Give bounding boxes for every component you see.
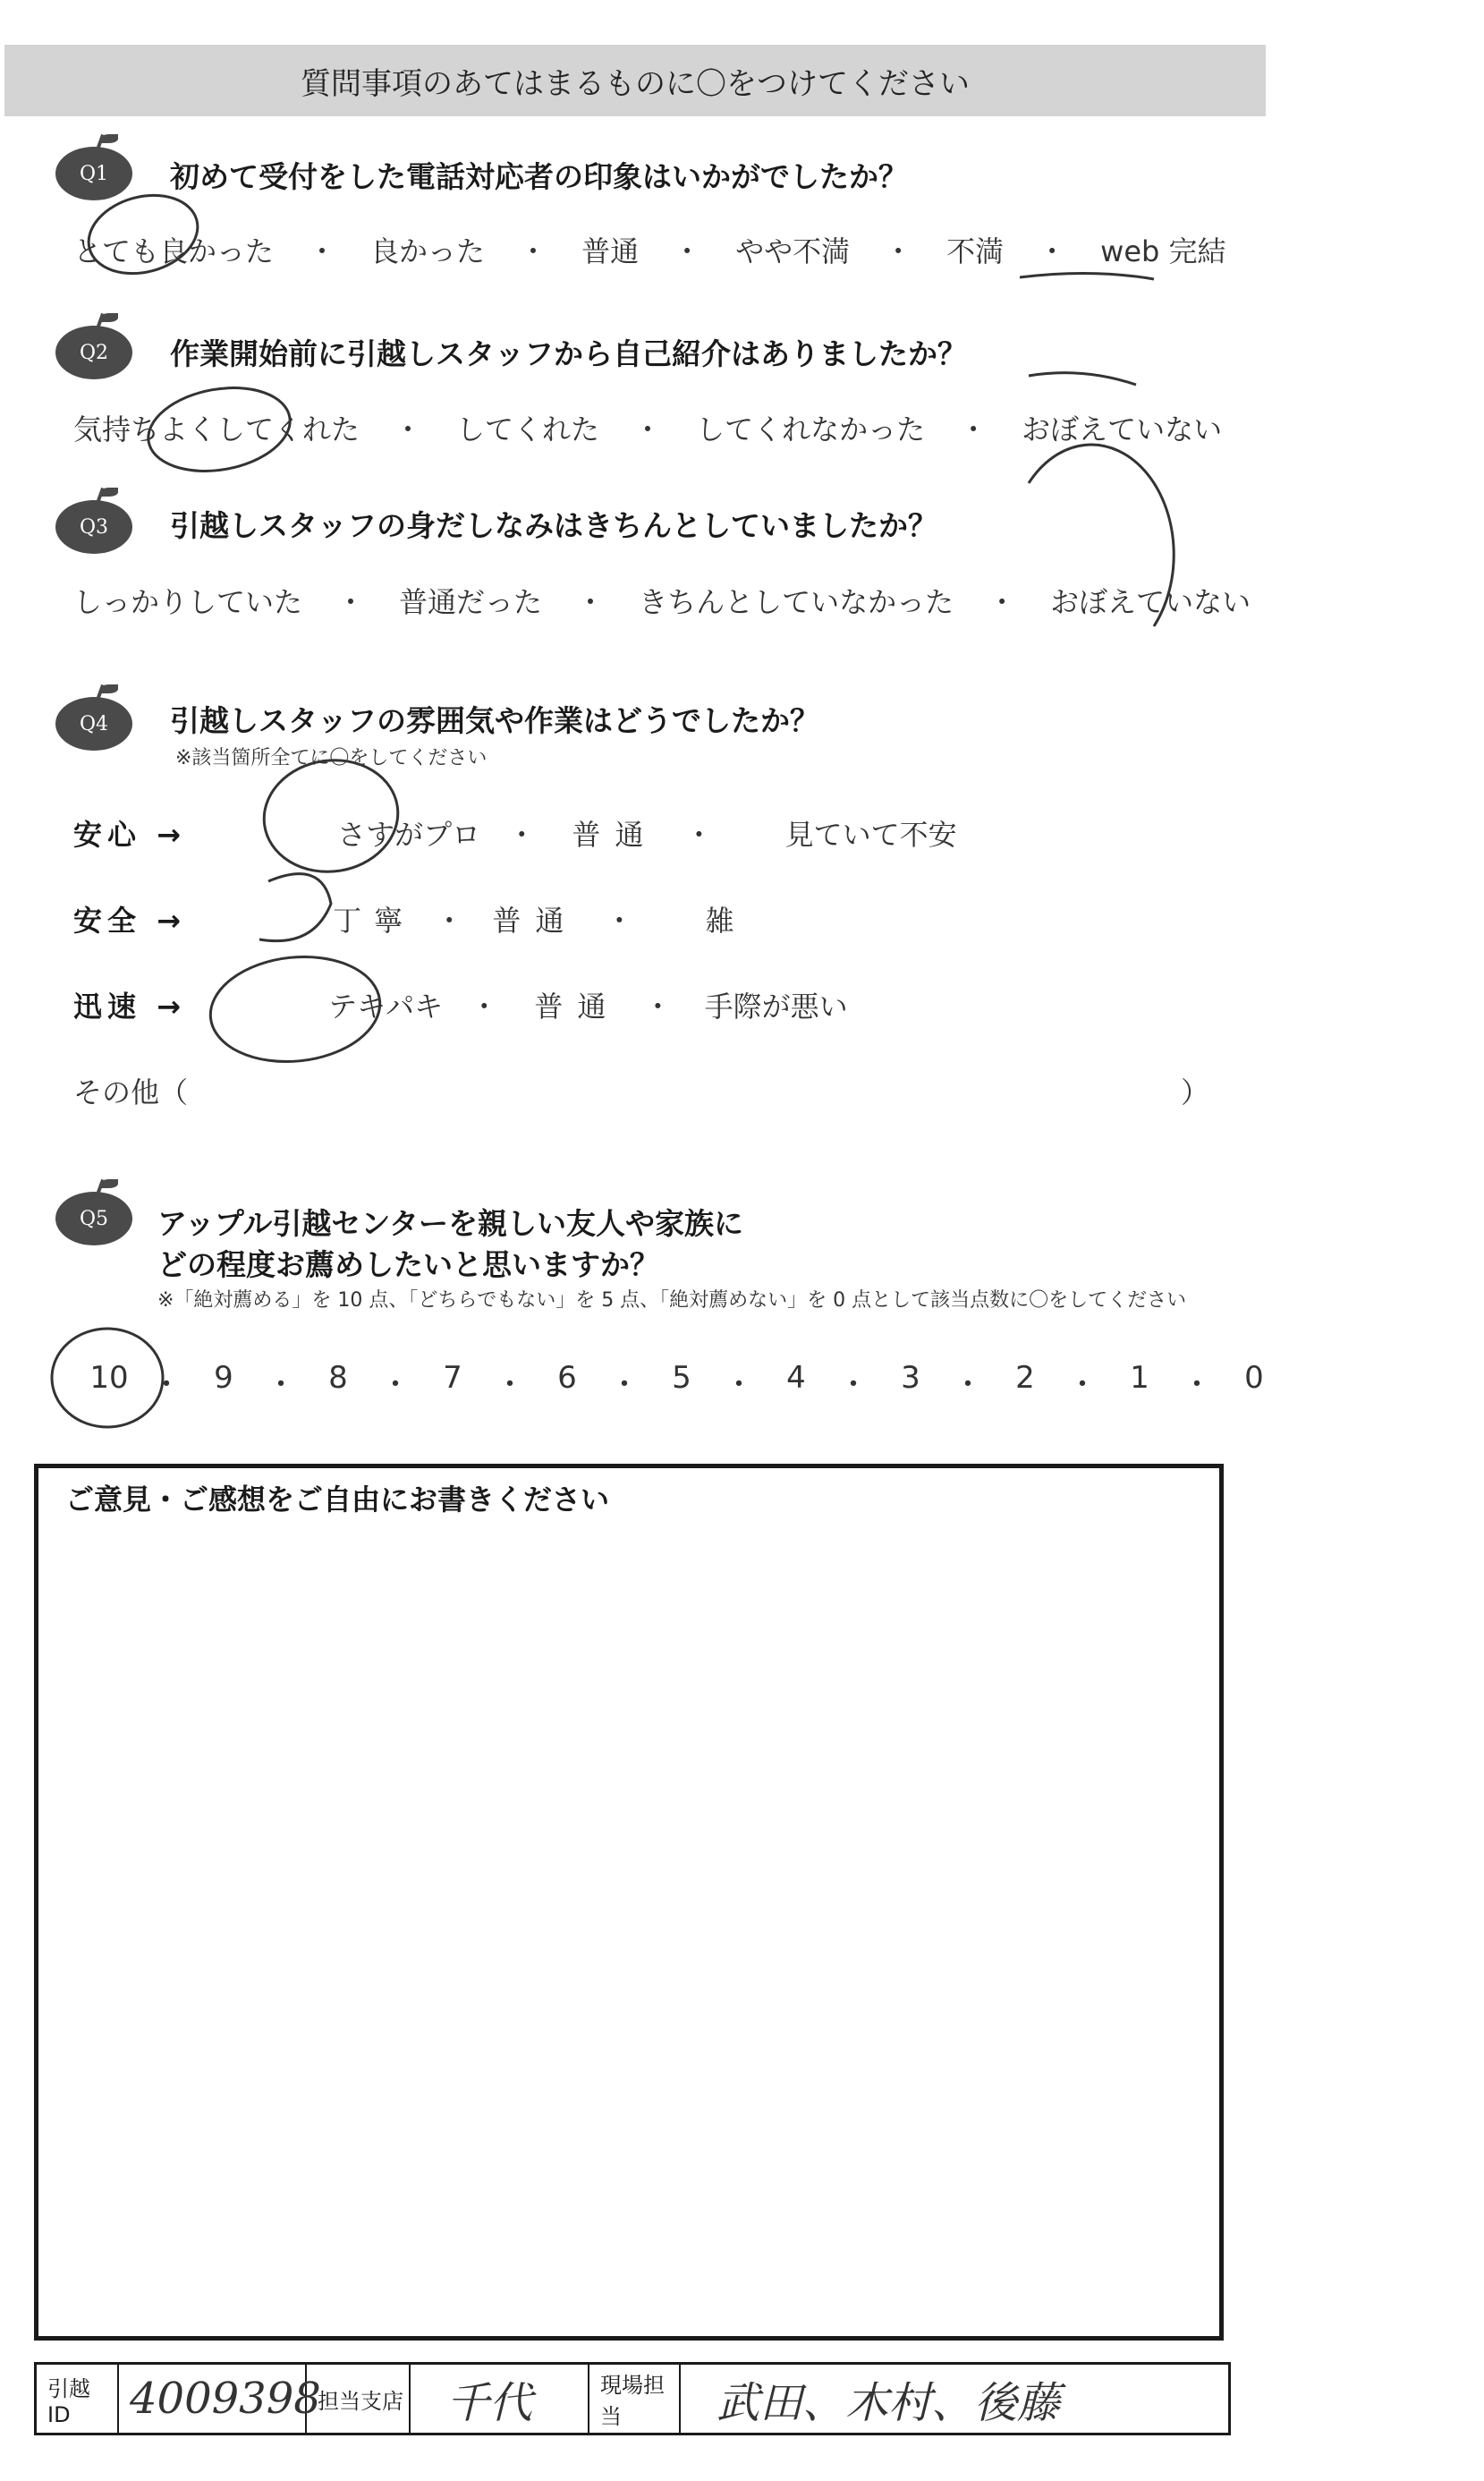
q4-option[interactable]: 普通	[492, 904, 579, 938]
branch-label: 担当支店	[307, 2365, 411, 2433]
q3-options: しっかりしていた ・ 普通だった ・ きちんとしていなかった ・ おぼえていない	[73, 580, 1251, 621]
q5-score[interactable]: 10	[89, 1360, 129, 1396]
q5-score-sep: ・	[724, 1367, 754, 1403]
q4-row-anshin: 安心 → さすがプロ ・ 普通 ・ 見ていて不安	[73, 812, 957, 854]
q5-note: ※「絶対薦める」を 10 点、「どちらでもない」を 5 点、「絶対薦めない」を 0 点として該当点数に〇をしてください	[157, 1289, 1187, 1312]
q4-option[interactable]: 見ていて不安	[784, 818, 957, 852]
q2-option[interactable]: してくれなかった	[696, 412, 926, 446]
q2-option[interactable]: おぼえていない	[1022, 412, 1223, 446]
q4-other	[73, 1070, 1209, 1111]
q4-row-anzen: 安全 → 丁寧 ・ 普通 ・ 雑	[73, 898, 734, 939]
q4-row-label: 迅速 →	[73, 990, 186, 1024]
q1-option[interactable]: 普通	[581, 234, 640, 268]
q5-score-scale	[81, 1360, 1283, 1404]
q5-badge-icon: Q5	[55, 1179, 132, 1245]
q5-title-line1: アップル引越センターを親しい友人や家族に	[157, 1206, 744, 1241]
q5-score[interactable]: 4	[786, 1360, 806, 1396]
q5-score[interactable]: 1	[1130, 1360, 1149, 1396]
q2-scribble	[1029, 373, 1136, 385]
footer-table	[34, 2362, 1231, 2435]
q1-webkanketsu-scribble	[1020, 273, 1154, 279]
q1-option[interactable]: やや不満	[735, 234, 851, 268]
q4-note: ※該当箇所全てに〇をしてください	[175, 747, 488, 769]
comments-title: ご意見・ご感想をご自由にお書きください	[65, 1483, 610, 1517]
q5-score[interactable]: 7	[443, 1360, 462, 1396]
q1-option[interactable]: 良かった	[370, 234, 486, 268]
q5-score-sep: ・	[838, 1367, 869, 1403]
q4-option[interactable]: さすがプロ	[337, 818, 481, 852]
q1-options: とても良かった ・ 良かった ・ 普通 ・ やや不満 ・ 不満 ・ web 完結	[73, 229, 1226, 270]
q5-score-sep: ・	[1067, 1367, 1098, 1403]
q5-score-sep: ・	[495, 1367, 525, 1403]
q4-other-close: ）	[1180, 1075, 1209, 1109]
q5-score[interactable]: 2	[1015, 1360, 1035, 1396]
q4-row-label: 安全 →	[73, 904, 186, 938]
move-id-value[interactable]: 4009398	[119, 2365, 307, 2433]
q4-row-label: 安心 →	[73, 818, 186, 852]
comments-text[interactable]	[65, 1531, 1192, 2318]
q3-option[interactable]: 普通だった	[399, 585, 543, 619]
q4-option[interactable]: 雑	[705, 904, 734, 938]
q3-badge-icon: Q3	[55, 488, 132, 554]
q1-option[interactable]: 不満	[946, 234, 1005, 268]
q5-score-sep: ・	[1182, 1367, 1212, 1403]
q4-option[interactable]: 丁寧	[333, 904, 416, 938]
q5-score[interactable]: 3	[901, 1360, 920, 1396]
q5-score[interactable]: 8	[328, 1360, 348, 1396]
q4-title: 引越しスタッフの雰囲気や作業はどうでしたか？	[170, 703, 819, 738]
q2-option[interactable]: 気持ちよくしてくれた	[73, 412, 360, 446]
branch-value[interactable]: 千代	[411, 2365, 589, 2433]
q5-title-line2: どの程度お薦めしたいと思いますか？	[157, 1247, 659, 1282]
q5-score-sep: ・	[609, 1367, 640, 1403]
q2-options: 気持ちよくしてくれた ・ してくれた ・ してくれなかった ・ おぼえていない	[73, 407, 1222, 448]
q1-title: 初めて受付をした電話対応者の印象はいかがでしたか？	[170, 159, 908, 194]
move-id-label: 引越 ID	[37, 2365, 119, 2433]
q4-option[interactable]: 普通	[534, 990, 621, 1024]
q1-badge-icon: Q1	[55, 134, 132, 200]
staff-label: 現場担当	[589, 2365, 681, 2433]
q4-option[interactable]: 普通	[572, 818, 658, 852]
q3-option[interactable]: おぼえていない	[1050, 585, 1251, 619]
q3-option[interactable]: しっかりしていた	[73, 585, 303, 619]
q5-score-sep: ・	[151, 1367, 182, 1403]
q4-other-label: その他（	[73, 1075, 189, 1109]
instructions-header: 質問事項のあてはまるものに〇をつけてください	[4, 45, 1266, 116]
q5-score-sep: ・	[953, 1367, 983, 1403]
comments-box[interactable]	[34, 1464, 1224, 2341]
q4-row-jinsoku: 迅速 → テキパキ ・ 普通 ・ 手際が悪い	[73, 984, 848, 1025]
q2-title: 作業開始前に引越しスタッフから自己紹介はありましたか？	[170, 336, 967, 371]
q3-option[interactable]: きちんとしていなかった	[639, 585, 954, 619]
q5-score-sep: ・	[266, 1367, 296, 1403]
q5-score[interactable]: 6	[557, 1360, 577, 1396]
q1-option[interactable]: とても良かった	[73, 234, 275, 268]
q5-score-sep: ・	[380, 1367, 411, 1403]
q1-option[interactable]: web 完結	[1100, 234, 1226, 268]
q4-option[interactable]: テキパキ	[328, 990, 444, 1024]
q2-option[interactable]: してくれた	[456, 412, 600, 446]
q5-score[interactable]: 0	[1244, 1360, 1264, 1396]
q4-option[interactable]: 手際が悪い	[704, 990, 848, 1024]
q2-badge-icon: Q2	[55, 313, 132, 379]
q5-score[interactable]: 5	[672, 1360, 691, 1396]
q4-badge-icon: Q4	[55, 684, 132, 751]
q3-title: 引越しスタッフの身だしなみはきちんとしていましたか？	[170, 508, 937, 543]
staff-value[interactable]: 武田、木村、後藤	[717, 2377, 1061, 2428]
q5-score[interactable]: 9	[214, 1360, 233, 1396]
